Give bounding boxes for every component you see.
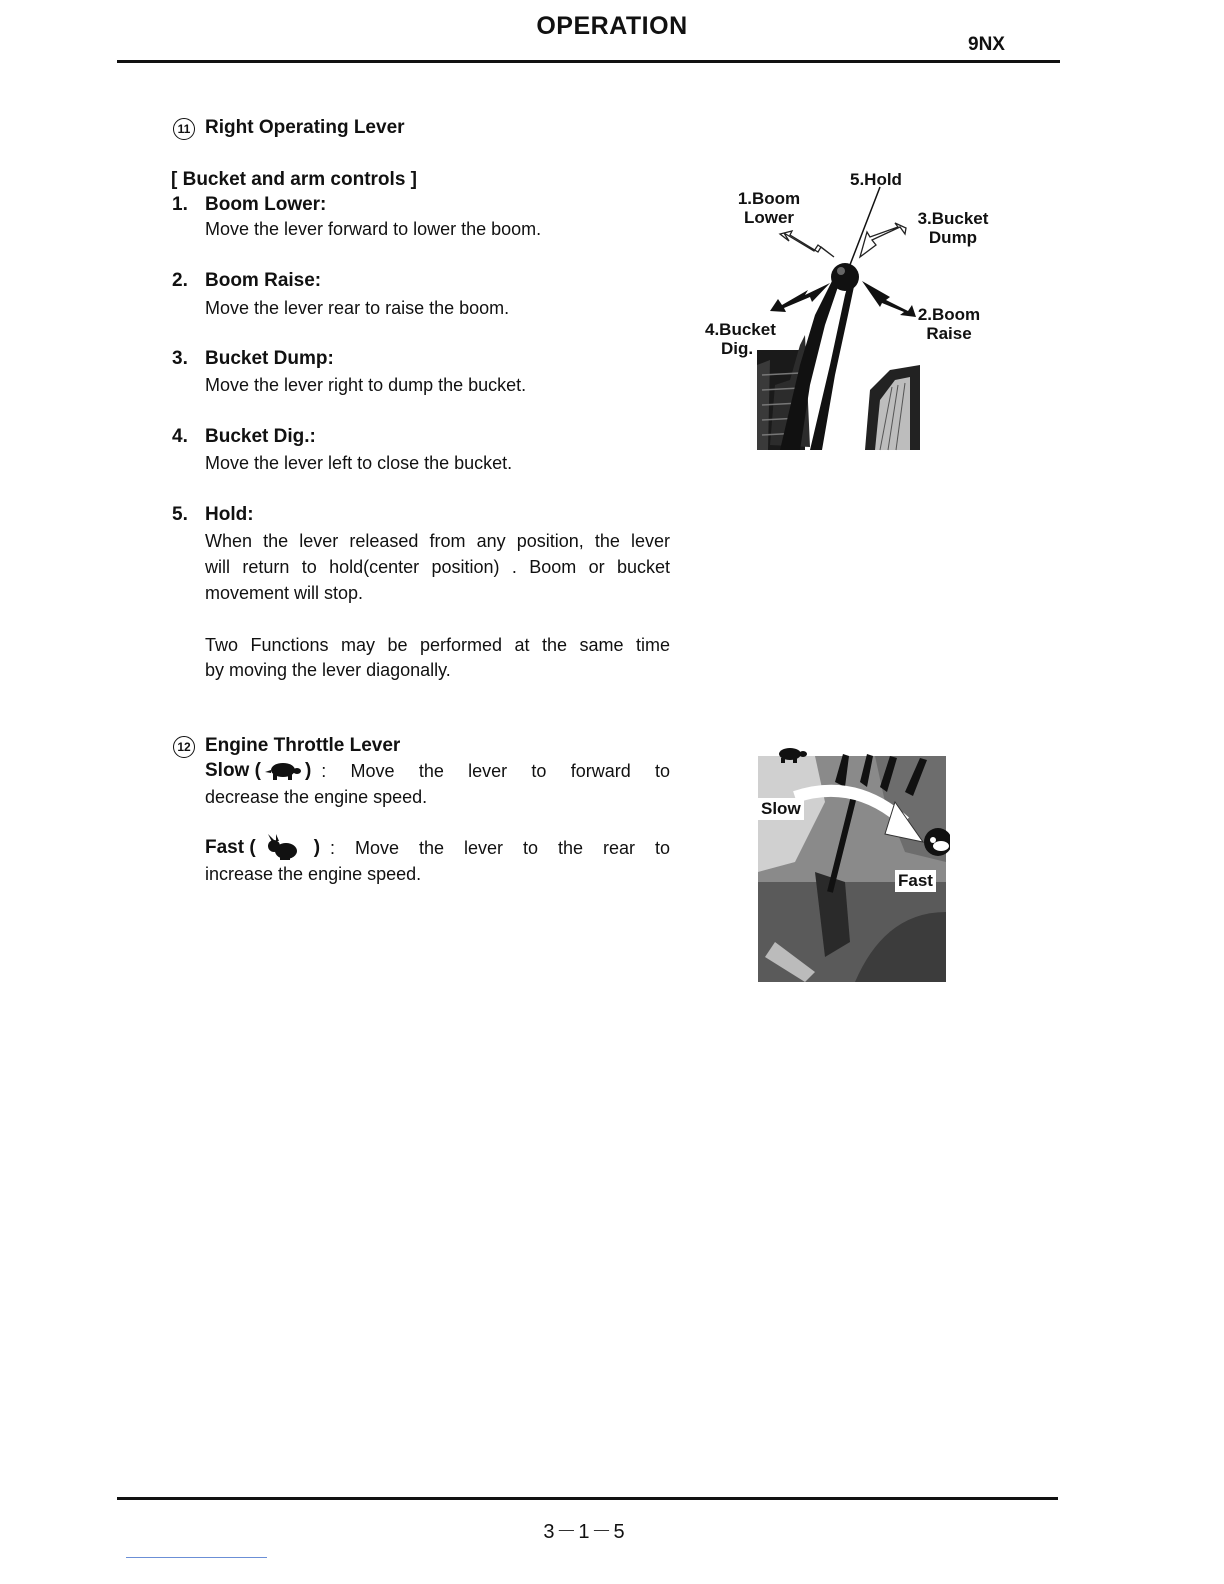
fast-text-line1: : Move the lever to the rear to [330,838,670,858]
item-number: 2. [172,270,188,291]
turtle-icon [263,760,303,782]
fast-text-line2: increase the engine speed. [205,864,422,884]
rabbit-icon [264,834,304,862]
page-title: OPERATION [536,12,688,40]
label-boom-raise: 2.Boom Raise [917,305,981,343]
label-bucket-dig: 4.Bucket Dig. [705,320,776,358]
item-text-boom-lower: Move the lever forward to lower the boom. [205,219,542,239]
item-title-boom-lower: Boom Lower: [205,194,327,215]
lever-grip [831,263,859,291]
section-subtitle: [ Bucket and arm controls ] [171,169,417,190]
fast-label: Fast ( [205,837,256,858]
bottom-mark [126,1557,267,1558]
arrow-bucket-dump-icon [860,223,906,257]
item-number: 5. [172,504,188,525]
hold-pointer [848,187,880,270]
section-marker-11: 11 [173,118,195,140]
note-line: Two Functions may be performed at the same time [205,635,670,655]
item-text-hold-line: movement will stop. [205,583,364,603]
fast-line [205,834,670,862]
item-text-hold-line: When the lever released from any position, the lever [205,531,670,551]
throttle-photo [755,742,950,984]
item-number: 1. [172,194,188,215]
item-number: 3. [172,348,188,369]
item-number: 4. [172,426,188,447]
item-title-bucket-dig: Bucket Dig.: [205,426,316,447]
lever-diagram [700,165,1000,455]
label-boom-lower: 1.Boom Lower [737,189,801,227]
item-text-hold-line: will return to hold(center position) . Boom or bucket [205,557,670,577]
arrow-boom-raise-icon [862,281,916,317]
throttle-figure [755,742,950,984]
item-text-boom-raise: Move the lever rear to raise the boom. [205,298,510,318]
fast-close: ) [313,837,321,858]
arrow-boom-lower-icon [780,231,834,257]
page-number: 3－1－5 [543,1521,627,1543]
item-title-bucket-dump: Bucket Dump: [205,348,334,369]
item-text-bucket-dig: Move the lever left to close the bucket. [205,453,513,473]
slow-text-line1: : Move the lever to forward to [321,761,670,781]
model-code: 9NX [968,34,1005,55]
header-divider [117,60,1060,63]
item-text-bucket-dump: Move the lever right to dump the bucket. [205,375,527,395]
note-line: by moving the lever diagonally. [205,660,451,680]
label-fast: Fast [895,870,936,892]
label-hold: 5.Hold [850,170,902,189]
section-title-throttle: Engine Throttle Lever [205,735,401,756]
slow-line [205,758,670,784]
label-bucket-dump: 3.Bucket Dump [917,209,989,247]
item-title-boom-raise: Boom Raise: [205,270,322,291]
lever-boot-image [757,275,920,450]
label-slow: Slow [758,798,804,820]
slow-label: Slow ( [205,760,261,781]
section-marker-12: 12 [173,736,195,758]
footer-divider [117,1497,1058,1500]
slow-text-line2: decrease the engine speed. [205,787,428,807]
section-title-right-lever: Right Operating Lever [205,117,405,138]
item-title-hold: Hold: [205,504,254,525]
slow-close: ) [304,760,312,781]
